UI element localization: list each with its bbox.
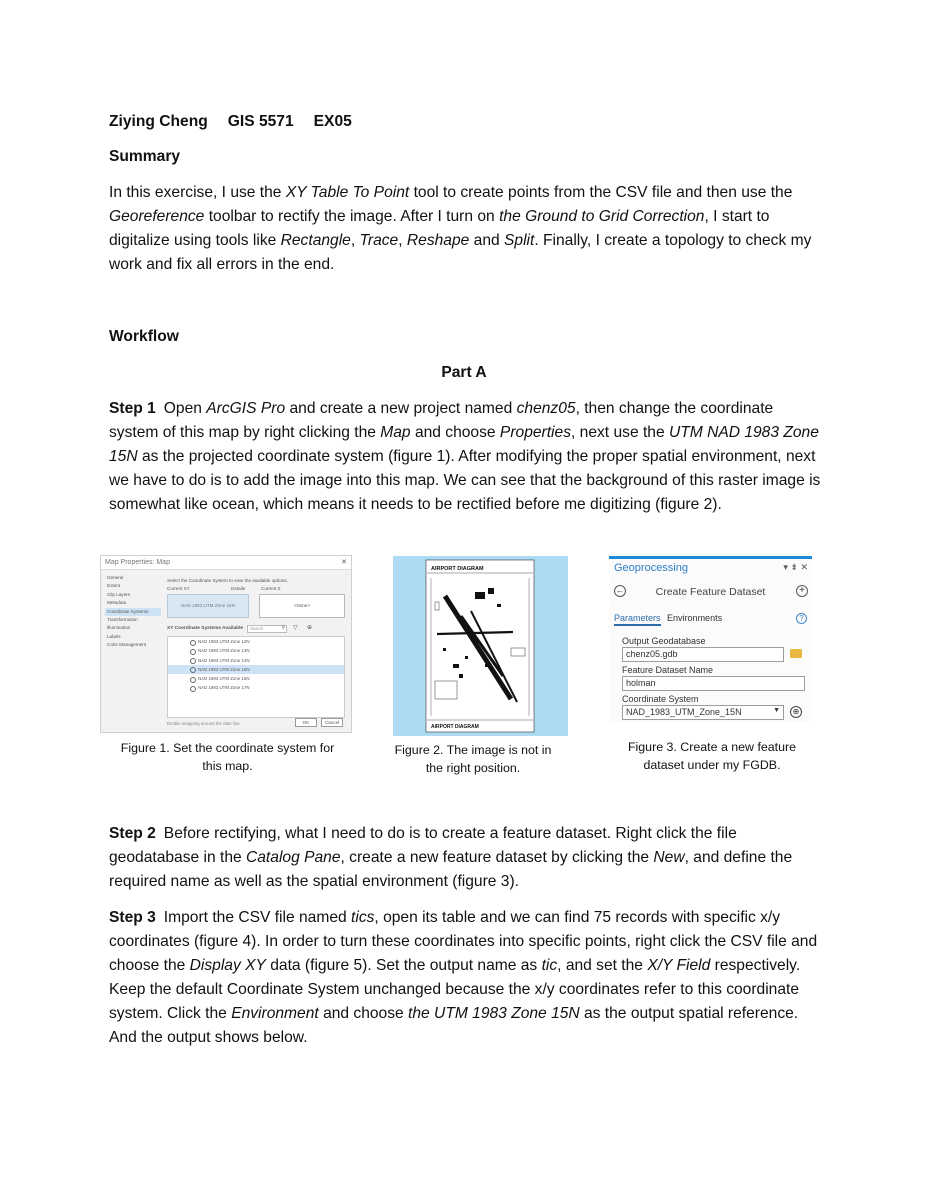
text-run: , (398, 232, 407, 249)
step1-label: Step 1 (109, 400, 156, 417)
list-item[interactable]: NAD 1983 UTM Zone 13N (168, 646, 344, 655)
list-item[interactable]: NAD 1983 UTM Zone 16N (168, 674, 344, 683)
add-icon[interactable]: + (796, 585, 808, 597)
workflow-heading: Workflow (109, 328, 179, 345)
figure-1-map-properties-dialog (100, 555, 352, 733)
pane-title: Geoprocessing (614, 562, 688, 574)
nav-item[interactable]: Transformation (107, 616, 138, 622)
italic-term: UTM NAD 1983 Zone 15N (109, 424, 819, 465)
coord-system-label: Coordinate System (622, 694, 699, 704)
italic-term: Reshape (406, 232, 470, 249)
step3-paragraph (109, 906, 821, 1050)
text-run: data (figure 5). Set the output name as (265, 957, 542, 974)
text-run: tool to create points from the CSV file and then use the (409, 184, 793, 201)
italic-term: tics (351, 909, 375, 926)
italic-term: XY Table To Point (285, 184, 410, 201)
nav-item[interactable]: Illumination (107, 625, 131, 631)
text-run: , create a new feature dataset by clicking the (340, 849, 654, 866)
text-run: , and set the (557, 957, 648, 974)
globe-icon[interactable]: ⊕ (790, 706, 802, 718)
output-gdb-field[interactable]: chenz05.gdb (622, 647, 784, 662)
close-icon[interactable]: ✕ (341, 559, 347, 566)
tab-parameters[interactable]: Parameters (614, 613, 661, 626)
diagram-footer: AIRPORT DIAGRAM (431, 724, 479, 730)
tab-environments[interactable]: Environments (667, 613, 723, 623)
text-run: Import the CSV file named (163, 909, 352, 926)
part-a-heading: Part A (441, 364, 487, 381)
folder-icon[interactable] (790, 649, 802, 658)
coord-system-dropdown[interactable] (622, 705, 784, 720)
italic-term: the UTM 1983 Zone 15N (408, 1005, 580, 1022)
dialog-title: Map Properties: Map (101, 556, 351, 570)
nav-item[interactable]: General (107, 575, 124, 580)
italic-term: tic (541, 957, 558, 974)
step1-paragraph (109, 397, 821, 517)
ok-button[interactable]: OK (295, 718, 317, 727)
help-icon[interactable]: ? (796, 613, 807, 624)
text-run: toolbar to rectify the image. After I turn on (204, 208, 500, 225)
details-link[interactable]: Details (231, 586, 246, 591)
search-icon: ⚲ (281, 625, 285, 631)
italic-term: ArcGIS Pro (206, 400, 286, 417)
current-z-box: <None> (259, 594, 345, 618)
text-run: and (469, 232, 504, 249)
wrap-checkbox-label[interactable]: Enable wrapping around the date line (167, 721, 240, 726)
nav-item[interactable]: Extent (107, 583, 121, 589)
step3-label: Step 3 (109, 909, 156, 926)
figure-2-caption: Figure 2. The image is not in the right position. (394, 743, 552, 775)
nav-item-selected[interactable]: Coordinate Systems (105, 608, 161, 616)
summary-paragraph (109, 181, 821, 277)
document-header (109, 110, 821, 134)
italic-term: Display XY (189, 957, 266, 974)
dataset-name-label: Feature Dataset Name (622, 665, 714, 675)
list-item[interactable]: NAD 1983 UTM Zone 14N (168, 656, 344, 665)
cancel-button[interactable]: Cancel (321, 718, 343, 727)
figure-1-caption: Figure 1. Set the coordinate system for this map. (120, 741, 335, 773)
step2-paragraph (109, 822, 821, 894)
italic-term: Map (380, 424, 411, 441)
chevron-down-icon: ▼ (773, 707, 780, 714)
nav-item[interactable]: Metadata (107, 600, 127, 606)
dialog-nav (105, 574, 161, 650)
text-run: , I start to digitalize using tools like (109, 208, 770, 249)
search-input[interactable] (247, 625, 287, 633)
step2-label: Step 2 (109, 825, 156, 842)
pane-tabs (614, 613, 722, 623)
airport-diagram-image (393, 556, 568, 736)
filter-icon[interactable]: ▽ (293, 625, 298, 631)
italic-term: the Ground to Grid Correction (499, 208, 705, 225)
current-xy-label: Current XY (167, 586, 190, 591)
italic-term: Rectangle (280, 232, 351, 249)
text-run: , then change the coordinate system of this map by right clicking the (109, 400, 774, 441)
text-run: respectively. Keep the default Coordinate System unchanged because the x/y coordinates refer to this coordinate system. Click the (109, 957, 801, 1022)
italic-term: Environment (231, 1005, 319, 1022)
back-arrow-icon[interactable]: ← (616, 586, 624, 595)
text-run: and create a new project named (285, 400, 517, 417)
italic-term: Split (504, 232, 535, 249)
output-gdb-label: Output Geodatabase (622, 636, 706, 646)
list-item[interactable]: NAD 1983 UTM Zone 12N (168, 637, 344, 646)
globe-icon[interactable]: ⊕ (307, 625, 313, 631)
text-run: In this exercise, I use the (109, 184, 286, 201)
list-item-selected[interactable]: NAD 1983 UTM Zone 15N (168, 665, 344, 674)
step3-text (109, 909, 817, 1046)
italic-term: Georeference (109, 208, 205, 225)
text-run: , next use the (571, 424, 669, 441)
available-label: XY Coordinate Systems Available (167, 626, 244, 631)
list-item[interactable]: NAD 1983 UTM Zone 17N (168, 683, 344, 692)
search-placeholder: Search (250, 626, 264, 631)
author-name: Ziying Cheng (109, 113, 208, 130)
instruction-text: Select the Coordinate System to view the available options. (167, 578, 288, 583)
italic-term: Properties (499, 424, 571, 441)
text-run: and choose (410, 424, 500, 441)
nav-item[interactable]: Clip Layers (107, 591, 130, 597)
italic-term: New (653, 849, 685, 866)
nav-item[interactable]: Labels (107, 633, 121, 639)
coordinate-system-list (167, 636, 345, 718)
current-xy-box: NAD 1983 UTM Zone 15N (167, 594, 249, 618)
dataset-name-field[interactable]: holman (622, 676, 805, 691)
italic-term: Trace (359, 232, 399, 249)
text-run: as the projected coordinate system (figure 1). After modifying the proper spatial environment, next we have to do is to add the image into this map. We can see that the background of this raster image is somewhat like ocean, which means it needs to be rectified before me digitizing (figure 2). (109, 448, 821, 513)
italic-term: X/Y Field (647, 957, 711, 974)
diagram-title: AIRPORT DIAGRAM (431, 566, 484, 572)
text-run: , and define the required name as well as the spatial environment (figure 3). (109, 849, 793, 890)
exercise-code: EX05 (313, 113, 352, 130)
figure-3-caption: Figure 3. Create a new feature dataset under my FGDB. (627, 740, 797, 772)
tool-name: Create Feature Dataset (655, 586, 766, 598)
text-run: . Finally, I create a topology to check my work and fix all errors in the end. (109, 232, 812, 273)
step1-text (109, 400, 820, 513)
coord-system-value: NAD_1983_UTM_Zone_15N (626, 707, 742, 717)
text-run: Open (163, 400, 207, 417)
text-run: as the output spatial reference. And the output shows below. (109, 1005, 799, 1046)
italic-term: chenz05 (516, 400, 576, 417)
figure-3-geoprocessing-pane (609, 556, 812, 722)
summary-heading: Summary (109, 148, 181, 165)
pane-window-icons[interactable]: ▾ ⇟ ✕ (783, 562, 808, 572)
text-run: , open its table and we can find 75 records with specific x/y coordinates (figure 4). In order to turn these coordinates into specific points, right click the CSV file and choose the (109, 909, 818, 974)
step2-text (109, 825, 792, 890)
text-run: , (350, 232, 360, 249)
text-run: and choose (318, 1005, 409, 1022)
course-code: GIS 5571 (227, 113, 294, 130)
current-z-label: Current Z (261, 586, 281, 591)
figure-2-airport-diagram (393, 556, 568, 736)
coordinate-panel (167, 574, 347, 728)
text-run: Before rectifying, what I need to do is to create a feature dataset. Right click the file geodatabase in the (109, 825, 737, 866)
italic-term: Catalog Pane (246, 849, 341, 866)
nav-item[interactable]: Color Management (107, 642, 147, 648)
